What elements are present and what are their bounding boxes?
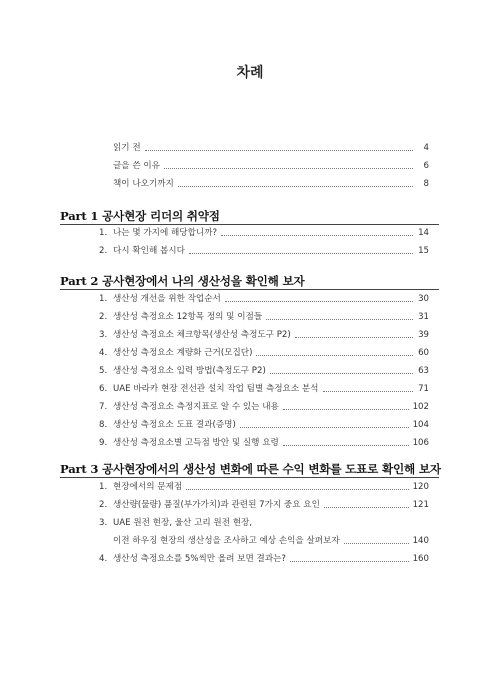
toc-entry-page: 14 [418,228,429,238]
toc-entry-page: 104 [412,420,429,430]
toc-entry-label: 읽기 전 [113,143,141,153]
toc-entry-label: UAE 원전 현장, 울산 고리 원전 현장, [113,518,253,528]
toc-entry-label: 생산성 측정요소 체크항목(생산성 측정도구 P2) [113,330,291,340]
leader-dots [164,167,413,169]
toc-entry-page: 71 [418,384,429,394]
toc-entry-number: 2. [99,312,108,322]
toc-entry[interactable] [99,346,429,360]
toc-entry-label: 생산성 측정요소를 5%씩만 올려 보면 결과는? [113,554,286,564]
toc-entry-page: 121 [412,500,429,510]
toc-entry-number: 2. [99,500,108,510]
leader-dots [178,185,413,187]
toc-entry-label: 글을 쓴 이유 [113,161,160,171]
toc-entry[interactable] [99,382,429,396]
toc-entry-number: 8. [99,420,108,430]
toc-entry-number: 3. [99,330,108,340]
toc-entry-number: 1. [99,482,108,492]
part-divider [60,477,439,478]
toc-entry[interactable] [99,292,429,306]
toc-entry-page: 4 [423,143,429,153]
leader-dots [189,252,413,254]
toc-entry[interactable] [99,516,429,530]
toc-entry-label: 현장에서의 문제점 [113,482,183,492]
toc-entry-label: 이전 하우징 현장의 생산성을 조사하고 예상 손익을 살펴보자 [113,536,340,546]
toc-entry-page: 31 [418,312,429,322]
leader-dots [344,542,409,544]
toc-entry-label: 생산성 측정요소 측정지표로 알 수 있는 내용 [113,402,279,412]
toc-entry[interactable] [99,226,429,240]
part-label: Part 1 [60,209,99,223]
part-heading [60,461,440,477]
toc-entry-page: 8 [423,179,429,189]
part-title: 공사현장에서의 생산성 변화에 따른 수익 변화를 도표로 확인해 보자 [102,462,441,476]
toc-entry-page: 39 [418,330,429,340]
part-title: 공사현장 리더의 취약점 [102,209,220,223]
toc-entry[interactable] [99,400,429,414]
toc-entry-label: 생산성 측정요소 입력 방법(측정도구 P2) [113,366,266,376]
toc-entry-number: 3. [99,518,108,528]
part-label: Part 2 [60,274,99,288]
toc-entry[interactable] [99,328,429,342]
toc-entry[interactable] [99,498,429,512]
leader-dots [283,444,409,446]
leader-dots [256,354,413,356]
leader-dots [270,372,413,374]
part-heading [60,273,440,289]
toc-entry-label: UAE 바라카 현장 전선관 설치 작업 팀별 측정요소 분석 [113,384,319,394]
leader-dots [323,390,414,392]
toc-entry-page: 160 [412,554,429,564]
toc-entry-label: 생산성 측정요소 계량화 근거(모집단) [113,348,253,358]
toc-entry-label: 생산량(물량) 품질(부가가치)과 관련된 7가지 중요 요인 [113,500,320,510]
toc-entry-label: 생산성 측정요소 12항목 정의 및 이점들 [113,312,263,322]
leader-dots [290,560,409,562]
page-title: 차례 [236,65,264,81]
toc-entry-page: 63 [418,366,429,376]
toc-entry[interactable] [113,177,429,191]
toc-entry-label: 다시 확인해 봅시다 [113,246,185,256]
leader-dots [295,336,413,338]
part-divider [60,289,439,290]
toc-entry-label: 생산성 측정요소별 고득점 방안 및 실행 요령 [113,438,279,448]
toc-entry-page: 6 [423,161,429,171]
leader-dots [283,408,409,410]
toc-entry[interactable] [99,480,429,494]
leader-dots [324,506,409,508]
toc-entry-label: 책이 나오기까지 [113,179,174,189]
toc-entry-page: 140 [412,536,429,546]
toc-entry[interactable] [99,418,429,432]
part-heading [60,208,440,224]
toc-entry-page: 60 [418,348,429,358]
toc-entry[interactable] [99,436,429,450]
toc-entry[interactable] [99,310,429,324]
toc-entry[interactable] [99,552,429,566]
toc-entry-number: 7. [99,402,108,412]
toc-entry-page: 106 [412,438,429,448]
toc-entry-number: 5. [99,366,108,376]
leader-dots [240,426,409,428]
leader-dots [186,488,408,490]
toc-entry[interactable] [113,141,429,155]
toc-entry-page: 102 [412,402,429,412]
toc-entry-page: 30 [418,294,429,304]
leader-dots [145,149,413,151]
toc-entry-number: 9. [99,438,108,448]
toc-entry-page: 120 [412,482,429,492]
leader-dots [221,234,413,236]
toc-entry[interactable] [99,364,429,378]
leader-dots [266,318,413,320]
toc-entry-label: 생산성 개선을 위한 작업순서 [113,294,221,304]
toc-entry-number: 4. [99,348,108,358]
toc-entry-number: 4. [99,554,108,564]
leader-dots [225,300,413,302]
part-title: 공사현장에서 나의 생산성을 확인해 보자 [102,274,305,288]
part-label: Part 3 [60,462,99,476]
toc-entry-number: 1. [99,294,108,304]
toc-entry-number: 2. [99,246,108,256]
toc-entry-page: 15 [418,246,429,256]
toc-entry-number: 1. [99,228,108,238]
part-divider [60,224,439,225]
toc-entry[interactable] [113,159,429,173]
toc-entry-continuation[interactable] [113,534,429,548]
toc-entry-label: 나는 몇 가지에 해당합니까? [113,228,218,238]
toc-entry-number: 6. [99,384,108,394]
toc-entry-label: 생산성 측정요소 도표 결과(증명) [113,420,236,430]
toc-entry[interactable] [99,244,429,258]
